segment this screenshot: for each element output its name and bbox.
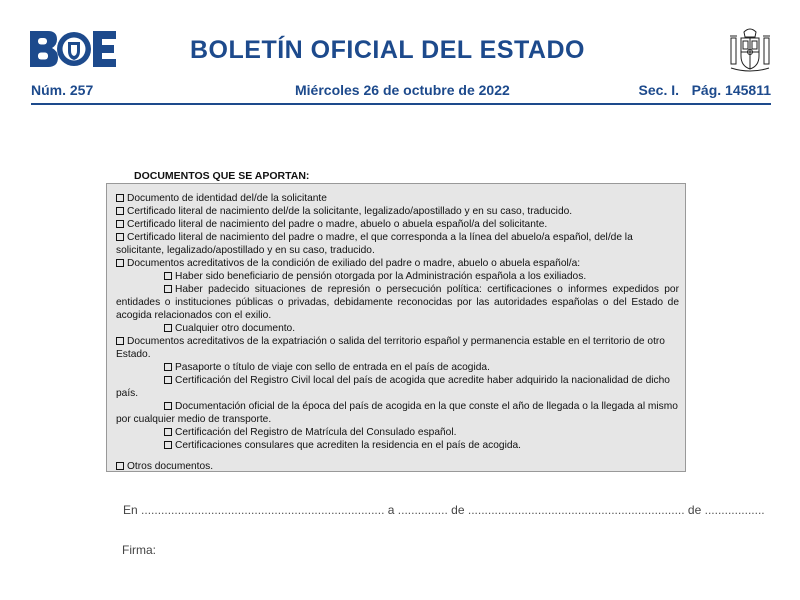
year-field[interactable]: .................. [704,503,765,517]
checkbox-icon[interactable] [116,462,124,470]
day-field[interactable]: ............... [397,503,448,517]
checkbox-icon[interactable] [164,324,172,332]
checklist-subitem[interactable]: Certificación del Registro de Matrícula del Consulado español. [164,426,456,439]
checkbox-icon[interactable] [164,272,172,280]
checkbox-icon[interactable] [164,441,172,449]
page-number: Pág. 145811 [691,82,771,98]
checklist-item[interactable]: Certificado literal de nacimiento del padre o madre, el que corresponda a la línea del abuelo/a español, del/de la solicitante, legalizado/apostillado y en su caso, traducido. [116,232,633,256]
signature-label: Firma: [122,543,156,557]
section-label: Sec. I. [638,82,679,98]
checklist-item[interactable]: Otros documentos. [116,460,213,473]
checkbox-icon[interactable] [116,207,124,215]
checklist-subitem[interactable]: Cualquier otro documento. [164,322,295,335]
issue-number: Núm. 257 [31,82,94,98]
checkbox-icon[interactable] [116,337,124,345]
checkbox-icon[interactable] [164,428,172,436]
issue-date: Miércoles 26 de octubre de 2022 [295,82,510,98]
documents-checklist [106,183,686,472]
checklist-item[interactable]: Documentos acreditativos de la condición de exiliado del padre o madre, abuelo o abuela español/a: [116,257,580,270]
checklist-subitem[interactable]: Haber padecido situaciones de represión o persecución política: certificaciones o informes expedidos por entidades o instituciones públicas o privadas, debidamente reconocidas por las autoridades españolas o del Estado de acogida relacionados con el exilio. [116,284,679,321]
label-de-2: de [687,503,702,517]
checklist-item[interactable]: Certificado literal de nacimiento del/de la solicitante, legalizado/apostillado y en su caso, traducido. [116,205,572,218]
checkbox-icon[interactable] [116,194,124,202]
checkbox-icon[interactable] [164,402,172,410]
issue-info-bar [31,82,771,102]
gazette-title: BOLETÍN OFICIAL DEL ESTADO [190,36,585,64]
header-divider [31,103,771,105]
checkbox-icon[interactable] [164,376,172,384]
place-field[interactable]: ......................................................................... [141,503,385,517]
checkbox-icon[interactable] [116,233,124,241]
month-field[interactable]: ................................................................. [467,503,685,517]
checklist-item[interactable]: Certificado literal de nacimiento del padre o madre, abuelo o abuela español/a del solicitante. [116,218,547,231]
checklist-item[interactable]: Documentos acreditativos de la expatriación o salida del territorio español y permanencia estable en el territorio de otro Estado. [116,336,665,360]
place-date-line [123,503,765,517]
checkbox-icon[interactable] [164,285,172,293]
checkbox-icon[interactable] [164,363,172,371]
boe-logo [30,31,116,67]
checklist-subitem[interactable]: Haber sido beneficiario de pensión otorgada por la Administración española a los exiliados. [164,270,586,283]
spain-coat-of-arms-icon [728,26,772,72]
checkbox-icon[interactable] [116,259,124,267]
checklist-subitem[interactable]: Pasaporte o título de viaje con sello de entrada en el país de acogida. [164,361,490,374]
checkbox-icon[interactable] [116,220,124,228]
checklist-subitem[interactable]: Certificaciones consulares que acrediten la residencia en el país de acogida. [164,439,521,452]
label-de-1: de [451,503,465,517]
checklist-subitem[interactable]: Documentación oficial de la época del país de acogida en la que conste el año de llegada o la llegada al mismo por cualquier medio de transporte. [116,401,678,425]
documents-heading: DOCUMENTOS QUE SE APORTAN: [134,170,310,182]
checklist-subitem[interactable]: Certificación del Registro Civil local del país de acogida que acredite haber adquirido la nacionalidad de dicho país. [116,375,670,399]
label-a: a [387,503,395,517]
label-en: En [123,503,138,517]
checklist-item[interactable]: Documento de identidad del/de la solicitante [116,192,327,205]
